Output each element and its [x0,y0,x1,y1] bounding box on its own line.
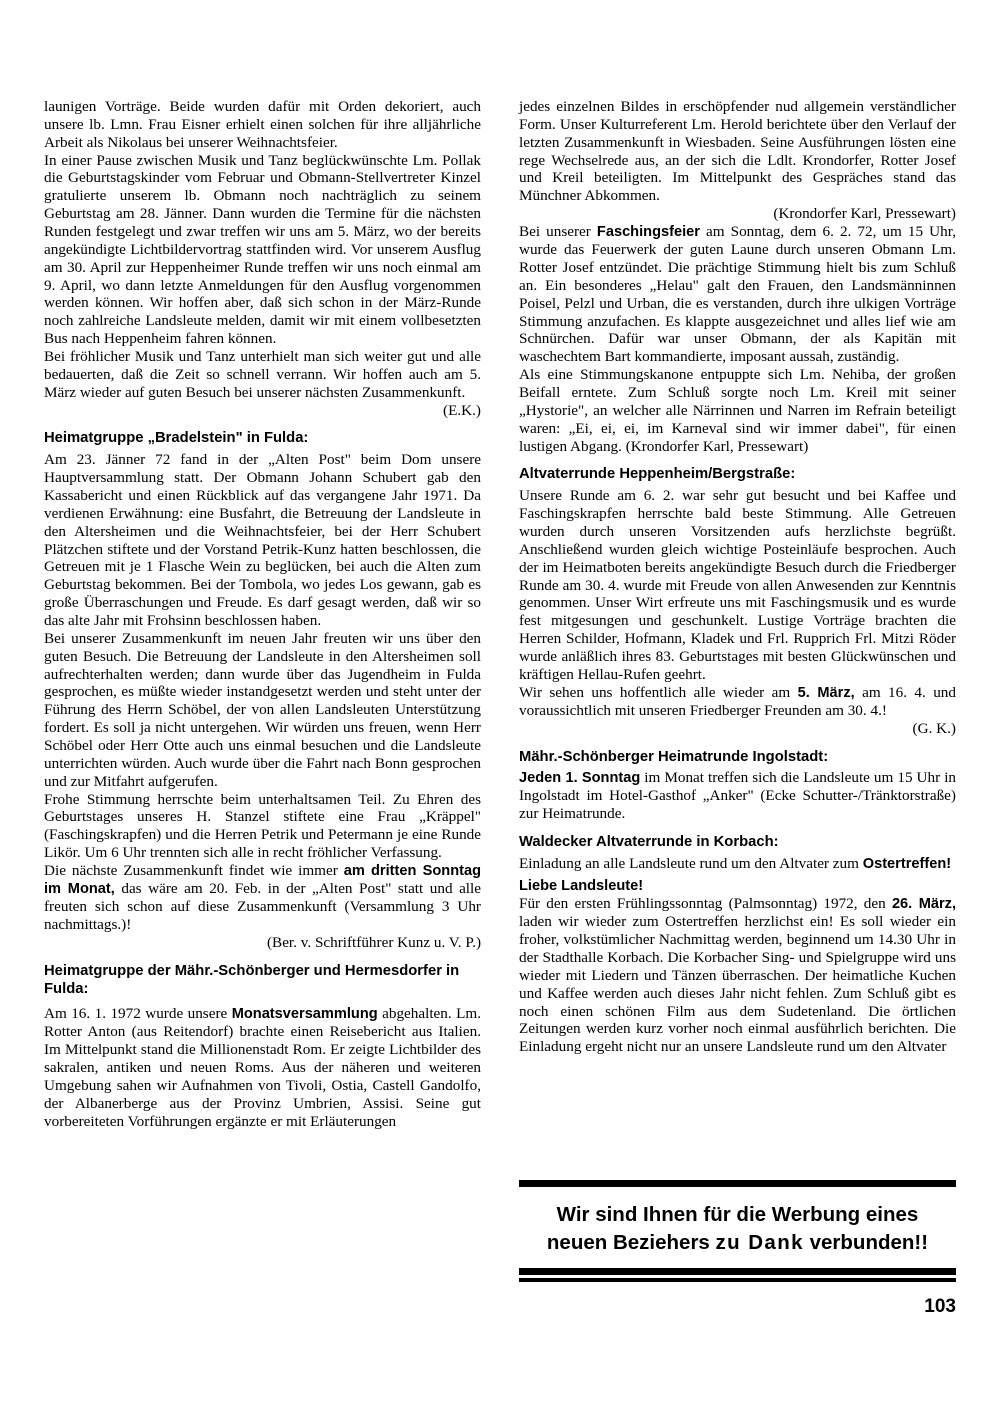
paragraph: Bei fröhlicher Musik und Tanz unterhielt man sich weiter gut und alle bedauerten, daß die Zeit so schnell verrann. Wir hoffen auch am 5. März wieder auf guten Besuch bei unserer nächsten Zusammenkunft. [44,348,481,401]
ad-line-2 [521,1229,954,1257]
section-heading: Altvaterrunde Heppenheim/Bergstraße: [519,466,796,483]
paragraph-text: Für den ersten Frühlingssonntag (Palmsonntag) 1972, den [519,895,892,913]
right-column [519,98,956,1131]
paragraph-text: Die nächste Zusammenkunft findet wie immer [44,861,344,879]
paragraph-emphasis: Ostertreffen! [862,855,952,872]
paragraph [44,862,481,934]
paragraph-text: abgehalten. Lm. Rotter Anton (aus Reitendorf) brachte einen Reisebericht aus Italien. Im Mittelpunkt stand die Millionenstadt Rom. Er zeigte Lichtbilder des sakralen, antiken und neuen Roms. Aus der näheren und weiteren Umgebung sahen wir Aufnahmen von Tivoli, Ostia, Castell Gandolfo, der Albanerberge aus der Provinz Umbrien, Assisi. Seine gut vorbereiteten Vorführungen ergänzte er mit Erläuterungen [44,1005,482,1130]
ad-line-1: Wir sind Ihnen für die Werbung eines [556,1203,919,1226]
paragraph [519,684,956,720]
paragraph-text: Einladung an alle Landsleute rund um den Altvater zum [519,854,863,872]
paragraph: Als eine Stimmungskanone entpuppte sich Lm. Nehiba, der großen Beifall erntete. Zum Schluß sorgte noch Lm. Kreil mit seiner „Hystorie", an welcher alle Närrinnen und Narren im Refrain beteiligt waren: „Ei, ei, ei, im Karneval sind wir immer dabei", für einen lustigen Abgang. (Krondorfer Karl, Pressewart) [519,366,956,455]
paragraph-signature: (Ber. v. Schriftführer Kunz u. V. P.) [267,933,481,951]
paragraph-text: Am 16. 1. 1972 wurde unsere [44,1005,232,1023]
paragraph: Frohe Stimmung herrschte beim unterhaltsamen Teil. Zu Ehren des Geburtstages unseres H. Stanzel stiftete eine Frau „Kräppel" (Faschingskrapfen) und die Herren Petrik und Petermann je eine Runde Likör. Um 6 Uhr trennten sich alle in recht fröhlicher Verfassung. [44,790,481,862]
paragraph-emphasis: 26. März, [891,896,956,913]
paragraph-text: das wäre am 20. Feb. in der „Alten Post" statt und alle freuten sich schon auf diese Zusammenkunft (Versammlung 3 Uhr nachmittags.)! [44,880,481,934]
paragraph [519,877,956,895]
paragraph-emphasis: Jeden 1. Sonntag [519,770,641,787]
paragraph: Am 23. Jänner 72 fand in der „Alten Post" beim Dom unsere Hauptversammlung statt. Der Obmann Johann Schubert gab den Kassabericht und einen Rückblick auf das vergangene Jahr 1971. Da verdienen Erwähnung: eine Busfahrt, die Betreuung der Landsleute in den Altersheimen und die Weihnachtsfeier, bei der Herr Schubert Plätzchen stiftete und der Vorstand Petrik-Kunz hatten beschlossen, die Getreuen mit je 1 Flasche Wein zu beglücken, bei auch die Alten zum Geburtstag bekommen. Bei der Tombola, wo jedes Los gewann, gab es große Überraschungen und Freude. Es darf gesagt werden, daß wir so das alte Jahr mit Frohsinn beschlossen haben. [44,451,481,629]
ad-line-2-pre: neuen Beziehers [546,1230,716,1254]
paragraph-emphasis: Faschingsfeier [596,224,700,241]
paragraph-signature: (E.K.) [443,401,481,419]
ad-line-2-post: verbunden!! [803,1230,929,1254]
left-column [44,98,481,1131]
paragraph-text: am Sonntag, dem 6. 2. 72, um 15 Uhr, wurde das Feuerwerk der guten Laune durch unseren Obmann Lm. Rotter Josef entzündet. Die prächtige Stimmung hielt bis zum Schluß an. Ein besonderes „Helau" galt den Frauen, den Landsmänninnen Poisel, Pelzl und Urban, die es verstanden, durch ihre ulkigen Vorträge Stimmung anzufachen. Es klappte ausgezeichnet und alles lief wie am Schnürchen. Dafür war unser Obmann, der als Kapitän mit waschechtem Bart kommandierte, imposant aussah, zuständig. [519,223,956,366]
paragraph-text: am 16. 4. und voraussichtlich mit unseren Friedberger Freunden am 30. 4.! [519,683,956,719]
section-heading: Heimatgruppe „Bradelstein" in Fulda: [44,430,309,447]
ad-text [519,1187,956,1268]
paragraph: Bei unserer Zusammenkunft im neuen Jahr freuten wir uns über den guten Besuch. Die Betreuung der Landsleute in den Altersheimen soll aufrechterhalten werden; dann wurde über das Jugendheim in Fulda gesprochen, es müßte wieder instandgesetzt werden und steht unter der Führung des Herrn Schöbel, der von allen Landsleuten Unterstützung fordert. Es soll ja nicht untergehen. Wir würden uns freuen, wenn Herr Schöbel oder Herr Otte auch uns einmal besuchen und die Landsleute unterrichten würden. Auch wurde über die Fahrt nach Bonn gesprochen und zur Mitfahrt aufgerufen. [44,629,481,790]
paragraph [519,769,956,823]
paragraph [519,855,956,873]
paragraph [44,1005,481,1130]
section-heading: Waldecker Altvaterrunde in Korbach: [519,834,779,851]
section-heading: Mähr.-Schönberger Heimatrunde Ingolstadt: [519,748,829,765]
paragraph-text: Wir sehen uns hoffentlich alle wieder am [519,683,798,701]
ad-rule-bottom [519,1268,956,1275]
paragraph [519,895,956,1056]
paragraph-text: laden wir wieder zum Ostertreffen herzlichst ein! Es soll wieder ein froher, volkstümlicher Nachmittag werden, beginnend um 14.30 Uhr in der Stadthalle Korbach. Die Korbacher Sing- und Spielgruppe wird uns wieder mit Liedern und Tänzen überraschen. Der heimatliche Kuchen und Kaffee werden auch dieses Jahr nicht fehlen. Zum Schluß gibt es noch einen schönen Film aus dem Sudetenland. Die örtlichen Zeitungen werden kurz vorher noch einmal ausführlich berichten. Die Einladung ergeht nicht nur an unsere Landsleute rund um den Altvater [519,913,956,1056]
paragraph [519,223,956,366]
paragraph-text: im Monat treffen sich die Landsleute um 15 Uhr in Ingolstadt im Hotel-Gasthof „Anker" (Ecke Schutter-/Tränktorstraße) zur Heimatrunde. [519,769,957,823]
paragraph-signature: (Krondorfer Karl, Pressewart) [773,205,956,223]
page-number: 103 [924,1296,956,1317]
advertisement-box [519,1180,956,1282]
article-columns [44,98,956,1131]
paragraph-signature: (G. K.) [912,719,956,737]
paragraph: Unsere Runde am 6. 2. war sehr gut besucht und bei Kaffee und Faschingskrapfen herrschte bald beste Stimmung. Alle Getreuen wurden durch unseren Vorsitzenden aufs herzlichste begrüßt. Anschließend wurden gleich wichtige Posteinläufe besprochen. Auch der im Heimatboten bereits angekündigte Besuch durch die Friedberger Runde am 30. 4. wurde mit Freude von allen Anwesenden zur Kenntnis genommen. Unser Wirt erfreute uns mit Faschingsmusik und es wurde fest mitgesungen und geschunkelt. Lustige Vorträge brachten die Herren Schilder, Hofmann, Kladek und Frl. Rupprich Frl. Mitzi Röder wurde anläßlich ihres 83. Geburtstages mit besten Glückwünschen und kräftigen Hellau-Rufen geehrt. [519,487,956,683]
paragraph-emphasis: Liebe Landsleute! [519,878,644,895]
paragraph: launigen Vorträge. Beide wurden dafür mit Orden dekoriert, auch unsere lb. Lmn. Frau Eisner erhielt einen solchen für ihre alljährliche Arbeit als Nikolaus bei unserer Weihnachtsfeier. [44,98,481,151]
paragraph-emphasis: 5. März, [797,684,855,701]
ad-line-2-emphasis: zu Dank [715,1230,804,1254]
paragraph-text: Bei unserer [519,223,597,241]
paragraph: In einer Pause zwischen Musik und Tanz beglückwünschte Lm. Pollak die Geburtstagskinder vom Februar und Obmann-Stellvertreter Kinzel gratulierte unserem lb. Obmann noch nachträglich zu seinem Geburtstag am 28. Jänner. Dann wurden die Termine für die nächsten Runden festgelegt und zwar treffen wir uns am 5. März, wo der bereits angekündigte Lichtbildervortrag stattfinden wird. Vor unserem Ausflug am 30. April zur Heppenheimer Runde treffen wir uns noch einmal am 9. April, wo dann letzte Anmeldungen für den Ausflug vorgenommen werden können. Wir hoffen aber, daß sich schon in der März-Runde noch zahlreiche Landsleute melden, damit wir mit einem vollbesetzten Bus nach Heppenheim fahren können. [44,151,481,348]
ad-rule-top [519,1180,956,1187]
paragraph-emphasis: am dritten Sonntag im Monat, [44,862,481,898]
paragraph: jedes einzelnen Bildes in erschöpfender nud allgemein verständlicher Form. Unser Kulturreferent Lm. Herold berichtete über den Verlauf der letzten Zusammenkunft in Wiesbaden. Seine Ausführungen lösten eine rege Wechselrede aus, an der sich die Ldlt. Krondorfer, Rotter Josef und Kreil beteiligten. Im Mittelpunkt des Gespräches stand das Münchner Abkommen. [519,98,956,205]
section-heading: Heimatgruppe der Mähr.-Schönberger und Hermesdorfer in Fulda: [44,962,460,997]
ad-rule-bottom-thin [519,1278,956,1282]
paragraph-emphasis: Monatsversammlung [231,1006,378,1023]
